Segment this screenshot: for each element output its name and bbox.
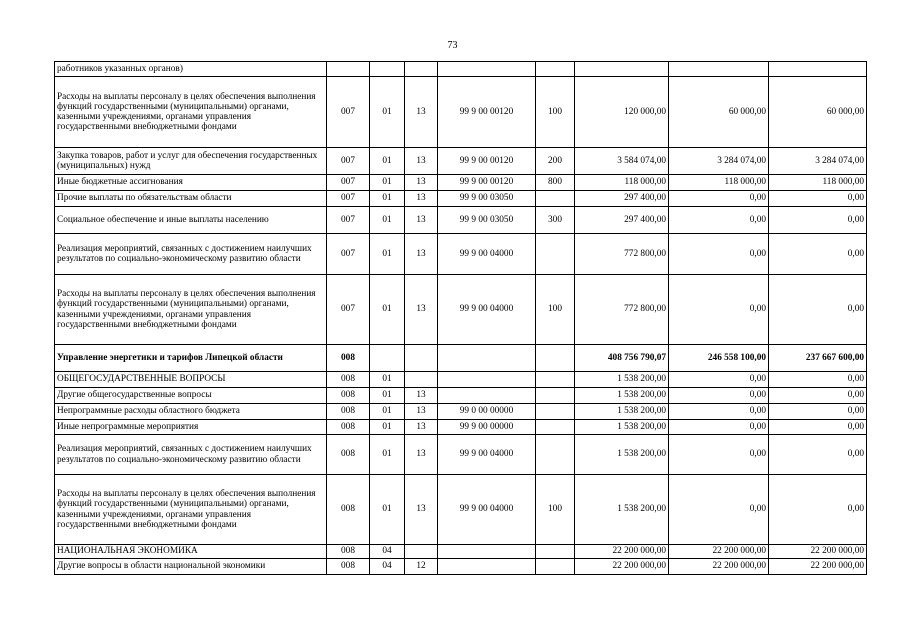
row-ministry-code: 008 [327, 372, 370, 388]
row-section: 04 [370, 559, 405, 575]
row-amount-year1: 3 584 074,00 [575, 148, 669, 175]
row-amount-year2: 22 200 000,00 [669, 545, 769, 559]
table-row [55, 62, 867, 77]
row-amount-year2: 60 000,00 [669, 77, 769, 148]
row-amount-year3: 0,00 [769, 404, 867, 420]
table-row [55, 372, 867, 388]
row-section: 01 [370, 148, 405, 175]
row-amount-year3: 0,00 [769, 420, 867, 435]
row-article: 99 9 00 04000 [438, 435, 536, 475]
row-amount-year1: 1 538 200,00 [575, 372, 669, 388]
table-row [55, 148, 867, 175]
row-name: Социальное обеспечение и иные выплаты населению [55, 207, 327, 234]
row-amount-year2: 0,00 [669, 420, 769, 435]
row-article [438, 372, 536, 388]
row-expense-kind [536, 191, 575, 207]
table-row [55, 545, 867, 559]
row-ministry-code: 007 [327, 77, 370, 148]
row-amount-year1: 1 538 200,00 [575, 435, 669, 475]
table-row [55, 559, 867, 575]
row-amount-year1: 772 800,00 [575, 275, 669, 345]
row-ministry-code: 007 [327, 148, 370, 175]
row-section: 01 [370, 435, 405, 475]
row-subsection: 13 [405, 275, 438, 345]
row-article [438, 388, 536, 404]
table-row [55, 175, 867, 191]
row-amount-year2: 0,00 [669, 404, 769, 420]
row-section [370, 345, 405, 372]
row-name: Закупка товаров, работ и услуг для обеспечения государственных (муниципальных) нужд [55, 148, 327, 175]
row-ministry-code: 008 [327, 420, 370, 435]
row-subsection: 13 [405, 191, 438, 207]
row-article: 99 9 00 00120 [438, 148, 536, 175]
row-section: 01 [370, 77, 405, 148]
table-row [55, 404, 867, 420]
row-subsection [405, 372, 438, 388]
row-article: 99 9 00 04000 [438, 475, 536, 545]
row-name: Иные бюджетные ассигнования [55, 175, 327, 191]
table-row [55, 191, 867, 207]
row-article [438, 559, 536, 575]
row-section: 01 [370, 207, 405, 234]
row-section: 01 [370, 404, 405, 420]
row-amount-year3: 0,00 [769, 475, 867, 545]
row-amount-year1: 1 538 200,00 [575, 404, 669, 420]
row-amount-year1: 1 538 200,00 [575, 475, 669, 545]
row-expense-kind [536, 62, 575, 77]
row-amount-year1: 772 800,00 [575, 234, 669, 275]
row-amount-year1: 22 200 000,00 [575, 545, 669, 559]
row-expense-kind [536, 435, 575, 475]
row-ministry-code: 008 [327, 388, 370, 404]
row-subsection [405, 345, 438, 372]
table-row [55, 207, 867, 234]
row-amount-year2: 22 200 000,00 [669, 559, 769, 575]
row-amount-year2: 0,00 [669, 275, 769, 345]
row-amount-year1: 297 400,00 [575, 207, 669, 234]
row-amount-year3: 237 667 600,00 [769, 345, 867, 372]
row-expense-kind [536, 545, 575, 559]
row-expense-kind [536, 372, 575, 388]
row-amount-year1: 120 000,00 [575, 77, 669, 148]
row-ministry-code: 008 [327, 345, 370, 372]
row-section: 01 [370, 475, 405, 545]
row-section: 01 [370, 234, 405, 275]
row-expense-kind: 100 [536, 275, 575, 345]
row-article: 99 9 00 00120 [438, 175, 536, 191]
row-ministry-code: 007 [327, 191, 370, 207]
row-amount-year1: 297 400,00 [575, 191, 669, 207]
row-amount-year2: 0,00 [669, 435, 769, 475]
row-subsection: 13 [405, 207, 438, 234]
row-expense-kind [536, 345, 575, 372]
row-amount-year3: 22 200 000,00 [769, 545, 867, 559]
budget-table [54, 61, 867, 575]
table-row [55, 77, 867, 148]
row-section: 04 [370, 545, 405, 559]
row-ministry-code: 008 [327, 404, 370, 420]
row-name: Непрограммные расходы областного бюджета [55, 404, 327, 420]
row-subsection: 13 [405, 420, 438, 435]
row-expense-kind [536, 388, 575, 404]
row-amount-year3: 0,00 [769, 191, 867, 207]
row-ministry-code [327, 62, 370, 77]
row-subsection: 13 [405, 388, 438, 404]
row-expense-kind: 100 [536, 475, 575, 545]
row-subsection: 13 [405, 475, 438, 545]
row-amount-year2: 118 000,00 [669, 175, 769, 191]
row-amount-year2: 0,00 [669, 475, 769, 545]
row-subsection [405, 62, 438, 77]
row-article: 99 9 00 04000 [438, 275, 536, 345]
row-name: Расходы на выплаты персоналу в целях обеспечения выполнения функций государственными (муниципальными) органами, казенными учреждениями, органами управления государственными внебюджетными фондами [55, 475, 327, 545]
row-amount-year2 [669, 62, 769, 77]
row-article: 99 9 00 03050 [438, 207, 536, 234]
row-section: 01 [370, 420, 405, 435]
row-amount-year1: 1 538 200,00 [575, 388, 669, 404]
table-row [55, 435, 867, 475]
row-name: Прочие выплаты по обязательствам области [55, 191, 327, 207]
row-amount-year3: 0,00 [769, 372, 867, 388]
row-subsection: 12 [405, 559, 438, 575]
row-amount-year2: 0,00 [669, 372, 769, 388]
row-amount-year3: 3 284 074,00 [769, 148, 867, 175]
row-amount-year2: 0,00 [669, 191, 769, 207]
row-amount-year3: 0,00 [769, 275, 867, 345]
row-expense-kind: 300 [536, 207, 575, 234]
row-subsection: 13 [405, 148, 438, 175]
row-amount-year3: 0,00 [769, 435, 867, 475]
row-article: 99 9 00 03050 [438, 191, 536, 207]
row-ministry-code: 008 [327, 475, 370, 545]
row-expense-kind [536, 404, 575, 420]
row-amount-year3 [769, 62, 867, 77]
table-body [55, 62, 867, 575]
row-name: работников указанных органов) [55, 62, 327, 77]
row-name: Другие вопросы в области национальной экономики [55, 559, 327, 575]
row-amount-year1: 22 200 000,00 [575, 559, 669, 575]
row-article: 99 9 00 04000 [438, 234, 536, 275]
row-article: 99 9 00 00000 [438, 420, 536, 435]
row-amount-year3: 0,00 [769, 234, 867, 275]
row-amount-year3: 0,00 [769, 388, 867, 404]
row-section: 01 [370, 275, 405, 345]
row-amount-year3: 22 200 000,00 [769, 559, 867, 575]
row-amount-year1: 118 000,00 [575, 175, 669, 191]
row-amount-year2: 246 558 100,00 [669, 345, 769, 372]
row-article [438, 545, 536, 559]
row-amount-year2: 3 284 074,00 [669, 148, 769, 175]
row-subsection: 13 [405, 404, 438, 420]
row-ministry-code: 007 [327, 275, 370, 345]
row-subsection: 13 [405, 435, 438, 475]
row-article [438, 62, 536, 77]
row-amount-year1: 408 756 790,07 [575, 345, 669, 372]
row-name: Управление энергетики и тарифов Липецкой области [55, 345, 327, 372]
row-section: 01 [370, 372, 405, 388]
row-expense-kind: 800 [536, 175, 575, 191]
row-amount-year3: 118 000,00 [769, 175, 867, 191]
row-expense-kind [536, 234, 575, 275]
row-amount-year3: 60 000,00 [769, 77, 867, 148]
row-expense-kind: 100 [536, 77, 575, 148]
row-article: 99 0 00 00000 [438, 404, 536, 420]
row-article: 99 9 00 00120 [438, 77, 536, 148]
row-name: ОБЩЕГОСУДАРСТВЕННЫЕ ВОПРОСЫ [55, 372, 327, 388]
row-amount-year1 [575, 62, 669, 77]
table-row [55, 475, 867, 545]
row-amount-year2: 0,00 [669, 234, 769, 275]
row-name: Реализация мероприятий, связанных с достижением наилучших результатов по социально-экономическому развитию области [55, 234, 327, 275]
row-name: Иные непрограммные мероприятия [55, 420, 327, 435]
row-name: Расходы на выплаты персоналу в целях обеспечения выполнения функций государственными (муниципальными) органами, казенными учреждениями, органами управления государственными внебюджетными фондами [55, 275, 327, 345]
row-ministry-code: 008 [327, 559, 370, 575]
row-subsection: 13 [405, 175, 438, 191]
row-expense-kind [536, 420, 575, 435]
row-ministry-code: 007 [327, 234, 370, 275]
row-section: 01 [370, 175, 405, 191]
row-amount-year1: 1 538 200,00 [575, 420, 669, 435]
row-article [438, 345, 536, 372]
row-name: Расходы на выплаты персоналу в целях обеспечения выполнения функций государственными (муниципальными) органами, казенными учреждениями, органами управления государственными внебюджетными фондами [55, 77, 327, 148]
row-amount-year3: 0,00 [769, 207, 867, 234]
row-section: 01 [370, 388, 405, 404]
table-row [55, 234, 867, 275]
row-section: 01 [370, 191, 405, 207]
row-amount-year2: 0,00 [669, 388, 769, 404]
row-subsection [405, 545, 438, 559]
row-expense-kind: 200 [536, 148, 575, 175]
row-name: НАЦИОНАЛЬНАЯ ЭКОНОМИКА [55, 545, 327, 559]
table-row [55, 388, 867, 404]
page-number: 73 [447, 40, 458, 51]
row-ministry-code: 007 [327, 175, 370, 191]
table-row [55, 420, 867, 435]
row-ministry-code: 008 [327, 435, 370, 475]
row-name: Другие общегосударственные вопросы [55, 388, 327, 404]
row-ministry-code: 008 [327, 545, 370, 559]
row-name: Реализация мероприятий, связанных с достижением наилучших результатов по социально-экономическому развитию области [55, 435, 327, 475]
row-subsection: 13 [405, 77, 438, 148]
row-amount-year2: 0,00 [669, 207, 769, 234]
table-row [55, 275, 867, 345]
row-subsection: 13 [405, 234, 438, 275]
row-expense-kind [536, 559, 575, 575]
table-row [55, 345, 867, 372]
row-section [370, 62, 405, 77]
row-ministry-code: 007 [327, 207, 370, 234]
